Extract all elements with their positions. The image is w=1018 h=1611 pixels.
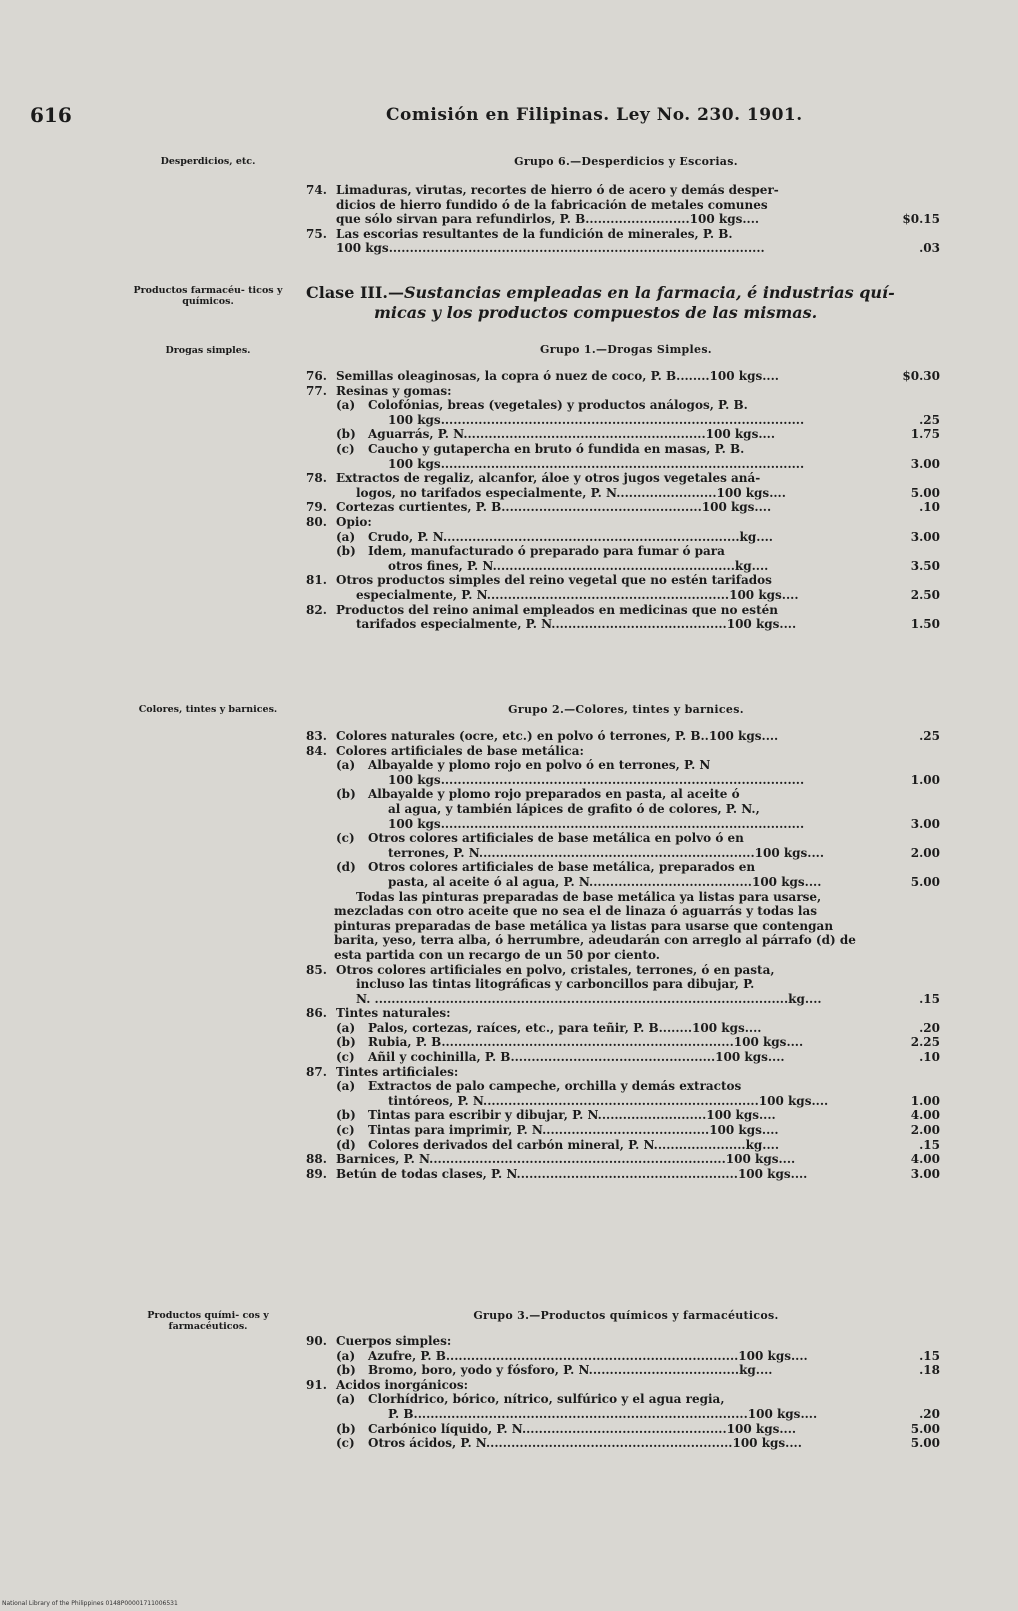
page-number: 616 xyxy=(30,103,72,127)
item-91: 91. Acidos inorgánicos: xyxy=(306,1377,469,1392)
group-heading: Grupo 2.—Colores, tintes y barnices. xyxy=(508,703,744,716)
class-heading: Clase III.—Sustancias empleadas en la farmacia, é industrias quí- micas y los productos compuestos de las mismas. xyxy=(306,283,895,322)
group-2-items: 83. Colores naturales (ocre, etc.) en polvo ó terrones, P. B..100 kgs.... .25 84. Colores artificiales de base metálica: (a) Albayalde y plomo rojo en polvo ó en terrones, P. N 100 kgs....................................................................................... 1.00 (b) Albayalde y plomo rojo preparados en pasta, al aceite ó al agua, y también lápices de grafito ó de colores, P. N., 100 kgs....................................................................................... 3.00 (c) Otros colores artificiales de base metálica en polvo ó en terrones, P. N..................................................................100 kgs.... 2.00 (d) Otros colores artificiales de base metálica, preparados en pasta, al aceite ó al agua, P. N.......................................100 kgs.... 5.00 Todas las pinturas preparadas de base metálica ya listas para usarse, mezcladas con otro aceite que no sea el de linaza ó aguarrás y todas las pinturas preparadas de base metálica ya listas para usarse que contengan barita, yeso, terra alba, ó herrumbre, adeudarán con arreglo al párrafo (d) de esta partida con un recargo de un 50 por ciento. 85. Otros colores artificiales en polvo, cristales, terrones, ó en pasta, incluso las tintas litográficas y carboncillos para dibujar, P. N. ...................................................................................................kg.... .15 86. Tintes naturales: (a) Palos, cortezas, raíces, etc., para teñir, P. B........100 kgs.... .20 (b) Rubia, P. B......................................................................100 kgs.... 2.25 (c) Añil y cochinilla, P. B.................................................100 kgs.... .10 87. Tintes artificiales: (a) Extractos de palo campeche, orchilla y demás extractos tintóreos, P. N..................................................................100 kgs.... 1.00 (b) Tintas para escribir y dibujar, P. N..........................100 kgs.... 4.00 (c) Tintas para imprimir, P. N........................................100 kgs.... 2.00 (d) Colores derivados del carbón mineral, P. N......................kg.... .15 88. Barnices, P. N.......................................................................100 kgs.... 4.00 89. Betún de todas clases, P. N.....................................................100 kgs.... 3.00 xyxy=(306,729,946,1181)
item-82: 82. Productos del reino animal empleados en medicinas que no estén xyxy=(306,602,778,617)
item-76: 76. Semillas oleaginosas, la copra ó nuez de coco, P. B........100 kgs.... $0.30 xyxy=(306,369,940,383)
sidenote-productos-quimicos: Productos quími- cos y farmacéuticos. xyxy=(147,1310,269,1332)
sidenote-productos-farmaceuticos: Productos farmacéu- ticos y químicos. xyxy=(133,285,283,307)
item-89: 89. Betún de todas clases, P. N.....................................................100 kgs.... 3.00 xyxy=(306,1166,940,1181)
group-3-items: 90. Cuerpos simples: (a) Azufre, P. B......................................................................100 kgs.... .15 (b) Bromo, boro, yodo y fósforo, P. N....................................kg.... .18 91. Acidos inorgánicos: (a) Clorhídrico, bórico, nítrico, sulfúrico y el agua regia, P. B................................................................................100 kgs.... .20 (b) Carbónico líquido, P. N.................................................100 kgs.... 5.00 (c) Otros ácidos, P. N...........................................................100 kgs.... 5.00 xyxy=(306,1334,946,1451)
page-header xyxy=(0,103,1018,133)
item-83: 83. Colores naturales (ocre, etc.) en polvo ó terrones, P. B..100 kgs.... .25 xyxy=(306,729,940,743)
group-heading: Grupo 1.—Drogas Simples. xyxy=(540,343,712,356)
group-6-items: 74. Limaduras, virutas, recortes de hierro ó de acero y demás desper- dicios de hierro fundido ó de la fabricación de metales comunes que sólo sirvan para refundirlos, P. B.........................100 kgs.... $0.15 75. Las escorias resultantes de la fundición de minerales, P. B. 100 kgs.......................................................................................... .03 xyxy=(306,183,946,256)
note-paragraph: Todas las pinturas preparadas de base metálica ya listas para usarse, mezcladas con otro aceite que no sea el de linaza ó aguarrás y todas las pinturas preparadas de base metálica ya listas para usarse que contengan barita, yeso, terra alba, ó herrumbre, adeudarán con arreglo al párrafo (d) de esta partida con un recargo de un 50 por ciento. xyxy=(334,889,856,962)
price: $0.15 xyxy=(902,212,940,227)
running-title: Comisión en Filipinas. Ley No. 230. 1901. xyxy=(386,105,803,125)
item-81: 81. Otros productos simples del reino vegetal que no estén tarifados xyxy=(306,573,772,588)
item-88: 88. Barnices, P. N.......................................................................100 kgs.... 4.00 xyxy=(306,1152,940,1167)
price: .03 xyxy=(919,241,940,256)
item-80: 80. Opio: xyxy=(306,514,372,529)
item-78: 78. Extractos de regaliz, alcanfor, áloe y otros jugos vegetales aná- xyxy=(306,471,761,486)
item-77: 77. Resinas y gomas: xyxy=(306,383,452,398)
group-heading: Grupo 3.—Productos químicos y farmacéuticos. xyxy=(473,1309,779,1322)
group-heading: Grupo 6.—Desperdicios y Escorias. xyxy=(514,155,738,168)
sidenote-colores: Colores, tintes y barnices. xyxy=(138,704,278,715)
item-87: 87. Tintes artificiales: xyxy=(306,1064,459,1079)
sidenote-desperdicios: Desperdicios, etc. xyxy=(160,156,256,167)
item-86: 86. Tintes naturales: xyxy=(306,1006,451,1021)
footer-credit: National Library of the Philippines 0148P00001711006531 xyxy=(2,1600,178,1607)
group-1-items: 76. Semillas oleaginosas, la copra ó nuez de coco, P. B........100 kgs.... $0.30 77. Resinas y gomas: (a) Colofónias, breas (vegetales) y productos análogos, P. B. 100 kgs....................................................................................... .25 (b) Aguarrás, P. N..........................................................100 kgs.... 1.75 (c) Caucho y gutapercha en bruto ó fundida en masas, P. B. 100 kgs....................................................................................... 3.00 78. Extractos de regaliz, alcanfor, áloe y otros jugos vegetales aná- logos, no tarifados especialmente, P. N........................100 kgs.... 5.00 79. Cortezas curtientes, P. B................................................100 kgs.... .10 80. Opio: (a) Crudo, P. N.......................................................................kg.... 3.00 (b) Idem, manufacturado ó preparado para fumar ó para otros fines, P. N..........................................................kg.... 3.50 81. Otros productos simples del reino vegetal que no estén tarifados especialmente, P. N..........................................................100 kgs.... 2.50 82. Productos del reino animal empleados en medicinas que no estén tarifados especialmente, P. N..........................................100 kgs.... 1.50 xyxy=(306,369,946,632)
sidenote-drogas-simples: Drogas simples. xyxy=(165,345,251,356)
item-85: 85. Otros colores artificiales en polvo, cristales, terrones, ó en pasta, xyxy=(306,962,775,977)
item-79: 79. Cortezas curtientes, P. B................................................100 kgs.... .10 xyxy=(306,500,940,515)
item-84: 84. Colores artificiales de base metálica: xyxy=(306,743,584,758)
item-90: 90. Cuerpos simples: xyxy=(306,1334,452,1348)
item-75: 75. Las escorias resultantes de la fundición de minerales, P. B. xyxy=(306,226,733,241)
item-74: 74. Limaduras, virutas, recortes de hierro ó de acero y demás desper- xyxy=(306,183,779,197)
